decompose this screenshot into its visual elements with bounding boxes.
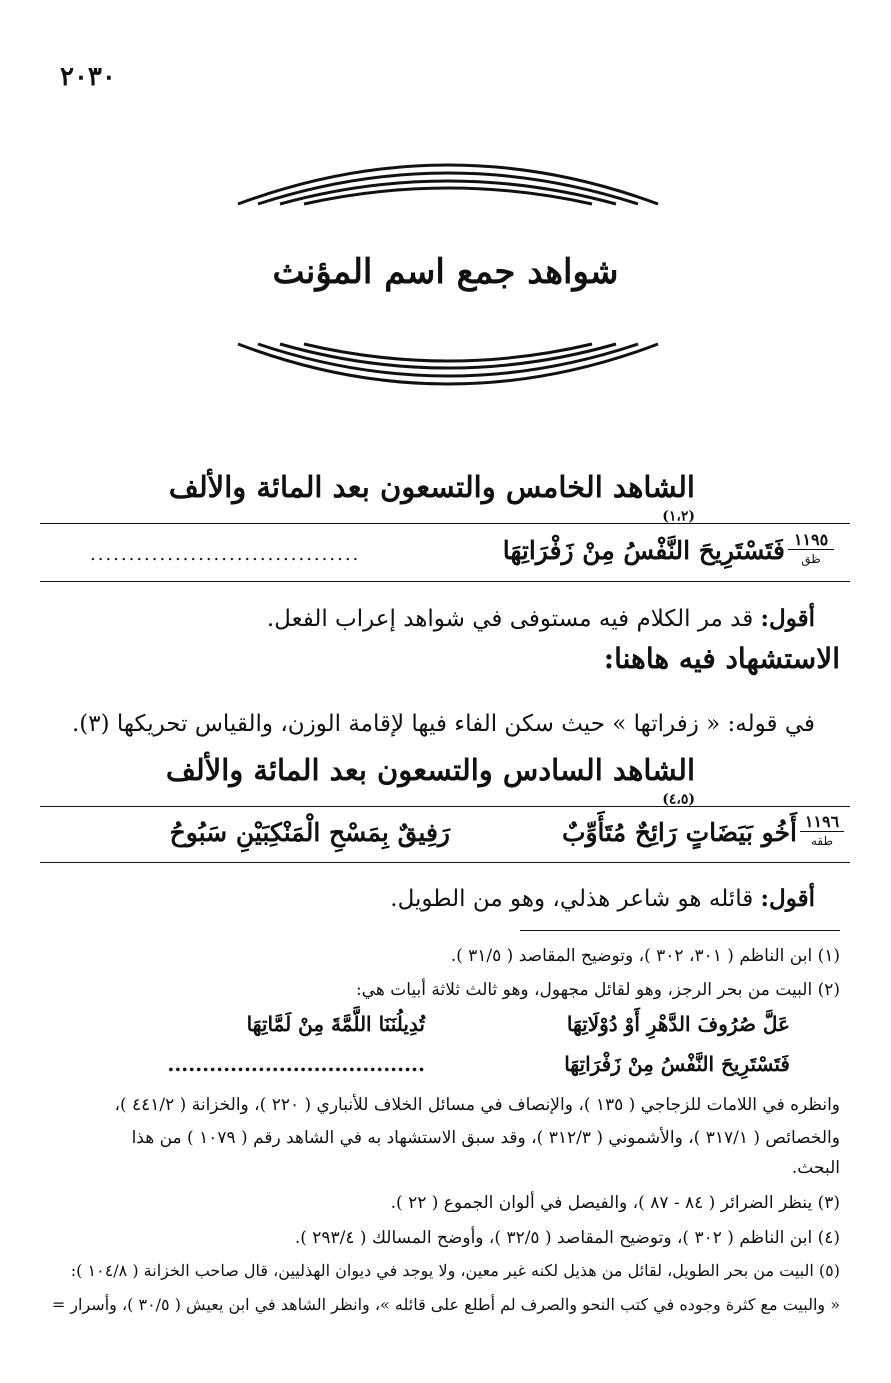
- qawl-label: أقول:: [760, 885, 815, 912]
- footnote-3: (٣) ينظر الضرائر ( ٨٤ - ٨٧ )، والفيصل في ألوان الجموع ( ٢٢ ).: [390, 1193, 840, 1213]
- witness-1195-verse: فَتَسْتَرِيحَ النَّفْسُ مِنْ زَفْرَاتِهَا: [502, 536, 785, 565]
- qawl-text: قد مر الكلام فيه مستوفى في شواهد إعراب الفعل.: [266, 606, 754, 632]
- witness-1196-verse-first: أَخُو بَيَضَاتٍ رَائِحٌ مُتَأَوِّبٌ: [561, 818, 797, 847]
- verse-dots: ...................................: [90, 544, 361, 565]
- page-number: ٢٠٣٠: [60, 62, 116, 92]
- footnote-1: (١) ابن الناظم ( ٣٠١، ٣٠٢ )، وتوضيح المقاصد ( ٣١/٥ ).: [450, 946, 840, 966]
- witness-1195-title-text: الشاهد الخامس والتسعون بعد المائة والألف: [168, 470, 695, 504]
- witness-1196-note-ref: (٤،٥): [662, 791, 695, 808]
- footnote-verse-1-right: عَلَّ صُرُوفَ الدَّهْرِ أَوْ دُوْلَاتِهَا: [566, 1012, 790, 1036]
- divider: [40, 806, 850, 807]
- witness-1195-qawl: [60, 600, 815, 638]
- divider: [40, 862, 850, 863]
- footnote-separator: [520, 930, 840, 931]
- witness-number-sub: ظق: [801, 552, 821, 566]
- top-ornament: [228, 156, 668, 212]
- chapter-title: شواهد جمع اسم المؤنث: [272, 252, 619, 292]
- witness-1196-title-text: الشاهد السادس والتسعون بعد المائة والألف: [165, 753, 695, 787]
- witness-1196-qawl: [60, 880, 815, 918]
- istishhad-heading: الاستشهاد فيه هاهنا:: [603, 642, 840, 675]
- footnote-2-cont-3: البحث.: [791, 1158, 840, 1178]
- bottom-ornament: [228, 338, 668, 398]
- divider: [40, 523, 850, 524]
- footnote-5-cont: « والبيت مع كثرة وجوده في كتب النحو والصرف لم أطلع على قائله »، وانظر الشاهد في ابن يعيش ( ٣٠/٥ )، وأسرار =: [51, 1295, 840, 1314]
- witness-1195-number: [788, 530, 834, 566]
- footnote-5: (٥) البيت من بحر الطويل، لقائل من هذيل لكنه غير معين، ولا يوجد في ديوان الهذليين، قال صاحب الخزانة ( ١٠٤/٨ ):: [70, 1261, 840, 1280]
- witness-1196-title: [150, 753, 695, 821]
- witness-1195-title: [150, 470, 695, 538]
- istishhad-text: في قوله: « زفراتها » حيث سكن الفاء فيها لإقامة الوزن، والقياس تحريكها (٣).: [71, 711, 815, 737]
- footnote-4: (٤) ابن الناظم ( ٣٠٢ )، وتوضيح المقاصد ( ٣٢/٥ )، وأوضح المسالك ( ٢٩٣/٤ ).: [294, 1228, 840, 1248]
- witness-1196-number: [800, 812, 844, 848]
- qawl-text: قائله هو شاعر هذلي، وهو من الطويل.: [390, 886, 754, 912]
- witness-number: ١١٩٦: [800, 815, 844, 832]
- footnote-2: (٢) البيت من بحر الرجز، وهو لقائل مجهول، وهو ثالث ثلاثة أبيات هي:: [355, 980, 840, 1000]
- footnote-2-cont-2: والخصائص ( ٣١٧/١ )، والأشموني ( ٣١٢/٣ )، وقد سبق الاستشهاد به في الشاهد رقم ( ١٠٧٩ ) من هذا: [131, 1128, 840, 1148]
- witness-1196-verse-second: رَفِيقٌ بِمَسْحِ الْمَنْكِبَيْنِ سَبُوحُ: [169, 818, 450, 847]
- footnote-verse-2-right: فَتَسْتَرِيحَ النَّفْسُ مِنْ زَفْرَاتِهَا: [564, 1052, 790, 1076]
- divider: [40, 581, 850, 582]
- witness-number-sub: طقه: [810, 834, 834, 848]
- footnote-2-cont-1: وانظره في اللامات للزجاجي ( ١٣٥ )، والإنصاف في مسائل الخلاف للأنباري ( ٢٢٠ )، والخزانة ( ٤٤١/٢ )،: [114, 1095, 840, 1115]
- footnote-verse-1-left: تُدِيلُنَنَا اللَّمَّةَ مِنْ لَمَّاتِهَا: [246, 1012, 425, 1036]
- witness-number: ١١٩٥: [788, 533, 834, 550]
- qawl-label: أقول:: [760, 605, 815, 632]
- witness-1195-note-ref: (١،٢): [662, 508, 695, 525]
- footnote-verse-2-dots: .....................................: [167, 1052, 425, 1076]
